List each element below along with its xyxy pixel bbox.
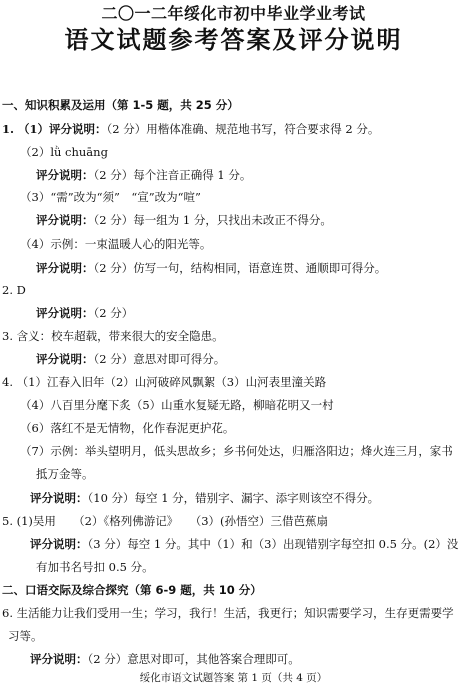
q4-line-5: 抵万金等。 bbox=[36, 467, 94, 481]
q1-part3-answer: （3）“需”改为“须” “宣”改为“喧” bbox=[20, 190, 201, 204]
q3-answer: 3. 含义：校车超载，带来很大的安全隐患。 bbox=[2, 329, 224, 343]
section-2-heading: 二、口语交际及综合探究（第 6-9 题，共 10 分） bbox=[2, 583, 262, 597]
scoring-label: 评分说明： bbox=[36, 352, 94, 366]
q4-line-2: （4）八百里分麾下炙（5）山重水复疑无路，柳暗花明又一村 bbox=[20, 398, 334, 412]
q1-part4-answer: （4）示例：一束温暖人心的阳光等。 bbox=[20, 237, 212, 251]
q5-scoring bbox=[30, 537, 458, 551]
q6-scoring bbox=[30, 652, 300, 666]
q4-line-4: （7）示例：举头望明月，低头思故乡；乡书何处达，归雁洛阳边；烽火连三月，家书 bbox=[20, 444, 453, 458]
q1-part1-label: 1. （1）评分说明： bbox=[2, 122, 107, 136]
q1-part2-scoring bbox=[36, 168, 251, 182]
scoring-label: 评分说明： bbox=[36, 306, 94, 320]
exam-name: 二〇一二年绥化市初中毕业学业考试 bbox=[101, 4, 366, 23]
scoring-text: （2 分）意思对即可，其他答案合理即可。 bbox=[87, 652, 300, 666]
section-1-heading: 一、知识积累及运用（第 1-5 题，共 25 分） bbox=[2, 98, 239, 112]
q1-part2-answer: （2）lǜ chuāng bbox=[20, 145, 108, 159]
document-title: 语文试题参考答案及评分说明 bbox=[64, 25, 403, 54]
q4-line-1: 4. （1）江春入旧年（2）山河破碎风飘絮（3）山河表里潼关路 bbox=[2, 375, 327, 389]
scoring-label: 评分说明： bbox=[36, 168, 94, 182]
scoring-label: 评分说明： bbox=[36, 213, 94, 227]
q1-part3-scoring bbox=[36, 213, 332, 227]
scoring-label: 评分说明： bbox=[36, 261, 94, 275]
scoring-text: （2 分）仿写一句，结构相同，语意连贯、通顺即可得分。 bbox=[93, 261, 387, 275]
scoring-text: （3 分）每空 1 分。其中（1）和（3）出现错别字每空扣 0.5 分。(2）没 bbox=[87, 537, 459, 551]
q1-part1-text: （2 分）用楷体准确、规范地书写，符合要求得 2 分。 bbox=[106, 122, 380, 136]
scoring-text: （2 分）每一组为 1 分，只找出未改正不得分。 bbox=[93, 213, 332, 227]
q1-part4-scoring bbox=[36, 261, 386, 275]
page-footer: 绥化市语文试题答案 第 1 页（共 4 页） bbox=[139, 672, 328, 684]
scoring-text: （2 分）意思对即可得分。 bbox=[93, 352, 226, 366]
q5-scoring-cont: 有加书名号扣 0.5 分。 bbox=[36, 560, 154, 574]
scoring-label: 评分说明： bbox=[30, 537, 88, 551]
scoring-text: （10 分）每空 1 分，错别字、漏字、添字则该空不得分。 bbox=[87, 491, 380, 505]
q1-part1 bbox=[2, 122, 379, 136]
q3-scoring bbox=[36, 352, 225, 366]
q4-line-3: （6）落红不是无情物，化作春泥更护花。 bbox=[20, 421, 235, 435]
scoring-label: 评分说明： bbox=[30, 652, 88, 666]
scoring-text: （2 分） bbox=[93, 306, 134, 320]
q6-line-2: 习等。 bbox=[8, 629, 43, 643]
scoring-label: 评分说明： bbox=[30, 491, 88, 505]
scoring-text: （2 分）每个注音正确得 1 分。 bbox=[93, 168, 252, 182]
q5-answer: 5. (1)吴用 （2）《格列佛游记》 （3）(孙悟空）三借芭蕉扇 bbox=[2, 514, 329, 528]
q4-scoring bbox=[30, 491, 379, 505]
q2-answer: 2. D bbox=[2, 283, 26, 297]
q2-scoring bbox=[36, 306, 133, 320]
q6-line-1: 6. 生活能力让我们受用一生；学习，我行！生活，我更行；知识需要学习，生存更需要学 bbox=[2, 606, 454, 620]
